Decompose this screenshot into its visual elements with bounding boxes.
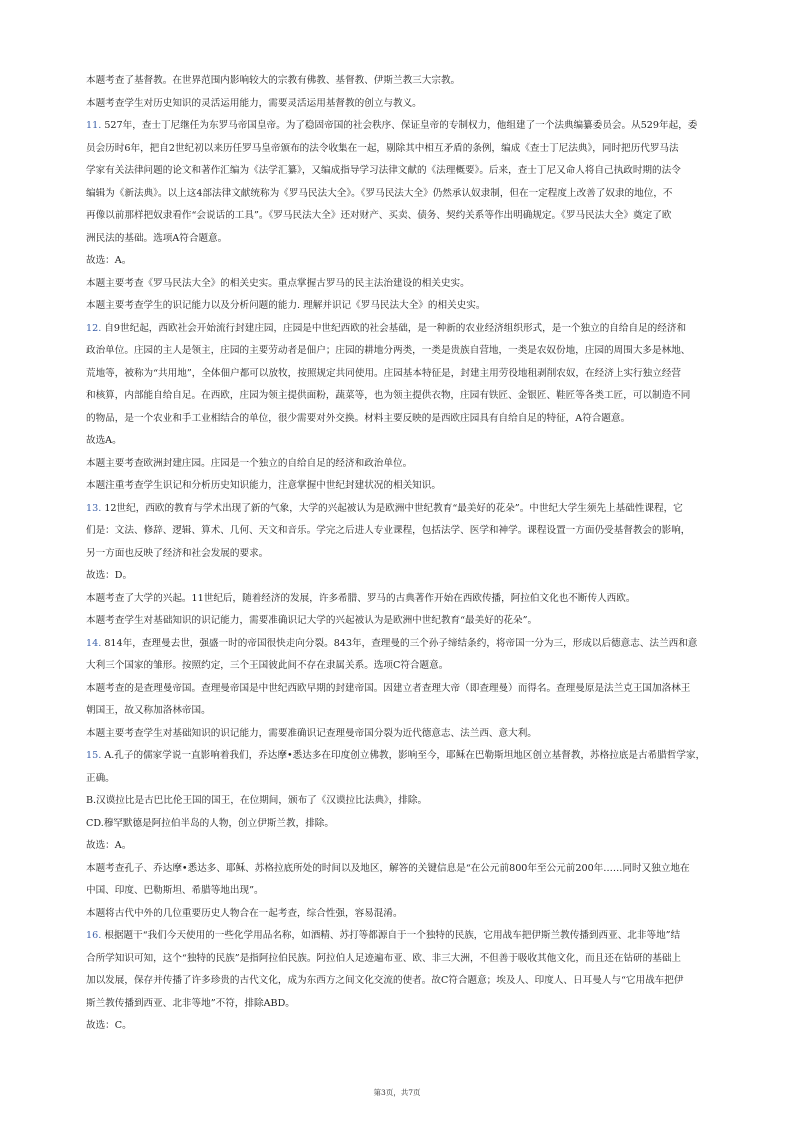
text-line (86, 1015, 710, 1038)
line-text: 故选：C。 (86, 1020, 132, 1031)
line-text: 合所学知识可知，这个“独特的民族”是指阿拉伯民族。阿拉伯人足迹遍布亚、欧、非三大洲，不但善于吸收其他文化，而且还在钻研的基础上 (86, 952, 682, 964)
text-line (86, 903, 710, 926)
line-text: 本题主要考查《罗马民法大全》的相关史实。重点掌握古罗马的民主法治建设的相关史实。 (86, 277, 470, 289)
text-line (86, 633, 710, 656)
line-text: 12世纪，西欧的教育与学术出现了新的气象，大学的兴起被认为是欧洲中世纪教育“最美好的花朵”。中世纪大学生须先上基础性课程，它 (104, 502, 683, 514)
line-text: 本题将古代中外的几位重要历史人物合在一起考查，综合性强，容易混淆。 (86, 907, 403, 919)
text-line (86, 543, 710, 566)
text-line (86, 790, 710, 813)
line-text: 荒地等，被称为“共用地”，全体佃户都可以放牧，按照规定共同使用。庄园基本特征是，封建主用劳役地租剥削农奴，在经济上实行独立经营 (86, 367, 682, 379)
line-text: 本题考查学生对基础知识的识记能力，需要准确识记大学的兴起被认为是欧洲中世纪教育“最美好的花朵”。 (86, 615, 538, 626)
text-line (86, 948, 710, 971)
text-line (86, 925, 710, 948)
line-text: CD.穆罕默德是阿拉伯半岛的人物，创立伊斯兰教，排除。 (86, 817, 334, 829)
line-text: 故选：A。 (86, 255, 132, 266)
text-line (86, 160, 710, 183)
question-number: 16. (86, 930, 102, 941)
text-line (86, 858, 710, 881)
line-text: A.孔子的儒家学说一直影响着我们，乔达摩•悉达多在印度创立佛教，影响至今，耶稣在巴勒斯坦地区创立基督教，苏格拉底是古希腊哲学家， (104, 750, 706, 761)
text-line (86, 498, 710, 521)
line-text: 编辑为《新法典》。以上这4部法律文献统称为《罗马民法大全》。《罗马民法大全》仍然承认奴隶制，但在一定程度上改善了奴隶的地位，不 (86, 187, 673, 199)
text-line (86, 610, 710, 633)
text-line (86, 723, 710, 746)
text-line (86, 453, 710, 476)
text-line (86, 588, 710, 611)
line-text: 根据题干“我们今天使用的一些化学用品名称，如酒精、苏打等都源自于一个独特的民族，它用战车把伊斯兰教传播到西亚、北非等地”结 (104, 930, 681, 941)
text-line (86, 93, 710, 116)
text-line (86, 138, 710, 161)
text-line (86, 768, 710, 791)
text-line (86, 835, 710, 858)
line-text: 本题主要考查欧洲封建庄园。庄园是一个独立的自给自足的经济和政治单位。 (86, 457, 413, 469)
line-text: 正确。 (86, 772, 115, 784)
line-text: 自9世纪起，西欧社会开始流行封建庄园，庄园是中世纪西欧的社会基础，是一种新的农业经济组织形式，是一个独立的自给自足的经济和 (104, 322, 687, 334)
line-text: 本题考查了大学的兴起。11世纪后，随着经济的发展，许多希腊、罗马的古典著作开始在西欧传播，阿拉伯文化也不断传人西欧。 (86, 592, 636, 604)
line-text: 本题考查学生对历史知识的灵活运用能力，需要灵活运用基督教的创立与教义。 (86, 97, 422, 109)
line-text: 本题考查孔子、乔达摩•悉达多、耶稣、苏格拉底所处的时间以及地区，解答的关键信息是“在公元前800年至公元前200年……同时又独立地在 (86, 862, 690, 874)
text-line (86, 273, 710, 296)
text-line (86, 430, 710, 453)
text-line (86, 183, 710, 206)
text-line (86, 655, 710, 678)
line-text: 本题考查的是查理曼帝国。查理曼帝国是中世纪西欧早期的封建帝国。因建立者查理大帝（即查理曼）而得名。查理曼原是法兰克王国加洛林王 (86, 682, 691, 694)
line-text: 员会历时6年，把自2世纪初以来历任罗马皇帝颁布的法令收集在一起，剔除其中相互矛盾的条例，编成《查士丁尼法典》，同时把历代罗马法 (86, 142, 679, 154)
text-line (86, 250, 710, 273)
line-text: 本题主要考查学生的识记能力以及分析问题的能力. 理解并识记《罗马民法大全》的相关史实。 (86, 300, 486, 311)
text-line (86, 565, 710, 588)
text-line (86, 205, 710, 228)
question-number: 12. (86, 322, 102, 334)
document-body (86, 70, 710, 1038)
line-text: 本题注重考查学生识记和分析历史知识能力，注意掌握中世纪封建状况的相关知识。 (86, 480, 441, 491)
line-text: 另一方面也反映了经济和社会发展的要求。 (86, 547, 269, 559)
line-text: 的物品，是一个农业和手工业相结合的单位，很少需要对外交换。材料主要反映的是西欧庄园具有自给自足的特征，A符合题意。 (86, 412, 631, 424)
text-line (86, 678, 710, 701)
text-line (86, 318, 710, 341)
line-text: 大利三个国家的雏形。按照约定，三个王国彼此间不存在隶属关系。选项C符合题意。 (86, 660, 449, 671)
text-line (86, 520, 710, 543)
line-text: 527年，查士丁尼继任为东罗马帝国皇帝。为了稳固帝国的社会秩序、保证皇帝的专制权力，他组建了一个法典编纂委员会。从529年起，委 (104, 120, 698, 131)
text-line (86, 475, 710, 498)
line-text: 洲民法的基础。选项A符合题意。 (86, 232, 228, 244)
text-line (86, 295, 710, 318)
line-text: 中国、印度、巴勒斯坦、希腊等地出现”。 (86, 885, 264, 896)
text-line (86, 993, 710, 1016)
line-text: 政治单位。庄园的主人是领主，庄园的主要劳动者是佃户；庄园的耕地分两类，一类是贵族自营地，一类是农奴份地，庄园的周围大多是林地、 (86, 345, 691, 356)
line-text: 们是：文法、修辞、逻辑、算术、几何、天文和音乐。学完之后进人专业课程，包括法学、医学和神学。课程设置一方面仍受基督教会的影响， (86, 525, 691, 536)
text-line (86, 700, 710, 723)
question-number: 14. (86, 637, 102, 649)
line-text: 斯兰教传播到西亚、北非等地”不符，排除ABD。 (86, 997, 295, 1009)
text-line (86, 813, 710, 836)
text-line (86, 385, 710, 408)
line-text: 故选A。 (86, 435, 122, 446)
text-line (86, 408, 710, 431)
line-text: B.汉谟拉比是古巴比伦王国的国王，在位期间，颁布了《汉谟拉比法典》，排除。 (86, 795, 428, 806)
page-footer: 第3页，共7页 (373, 1088, 421, 1097)
text-line (86, 340, 710, 363)
line-text: 故选：A。 (86, 840, 132, 851)
line-text: 本题考查了基督教。在世界范围内影响较大的宗教有佛教、基督教、伊斯兰教三大宗教。 (86, 75, 461, 86)
question-number: 15. (86, 750, 102, 761)
line-text: 814年，查理曼去世，强盛一时的帝国很快走向分裂。843年，查理曼的三个孙子缔结条约，将帝国一分为三，形成以后德意志、法兰西和意 (104, 637, 698, 649)
text-line (86, 745, 710, 768)
line-text: 朝国王，故又称加洛林帝国。 (86, 705, 211, 716)
text-line (86, 363, 710, 386)
question-number: 13. (86, 502, 102, 514)
text-line (86, 70, 710, 93)
line-text: 加以发展，保存并传播了许多珍贵的古代文化，成为东西方之间文化交流的使者。故C符合题意；埃及人、印度人、日耳曼人与“它用战车把伊 (86, 975, 684, 986)
text-line (86, 228, 710, 251)
line-text: 故选：D。 (86, 570, 133, 581)
line-text: 本题主要考查学生对基础知识的识记能力，需要准确识记查理曼帝国分裂为近代德意志、法兰西、意大利。 (86, 727, 537, 739)
line-text: 和核算，内部能自给自足。在西欧，庄园为领主提供面粉，蔬菜等，也为领主提供衣物，庄园有铁匠、金银匠、鞋匠等各类工匠，可以制造不同 (86, 390, 691, 401)
text-line (86, 880, 710, 903)
text-line (86, 970, 710, 993)
line-text: 再像以前那样把奴隶看作“会说话的工具”。《罗马民法大全》还对财产、买卖、债务、契约关系等作出明确规定。《罗马民法大全》奠定了欧 (86, 210, 672, 221)
question-number: 11. (86, 120, 102, 131)
line-text: 学家有关法律问题的论文和著作汇编为《法学汇纂》，又编成指导学习法律文献的《法理概要》。后来，查士丁尼又命人将自己执政时期的法令 (86, 165, 681, 176)
text-line (86, 115, 710, 138)
